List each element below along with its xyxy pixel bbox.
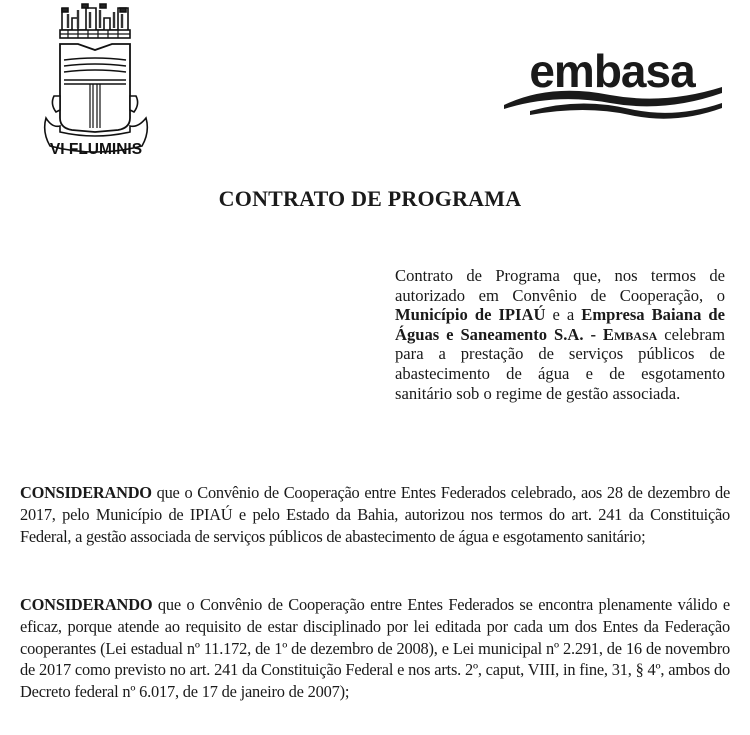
crown-icon xyxy=(60,4,130,38)
considerando-paragraph xyxy=(20,482,730,547)
paragraph-lead: CONSIDERANDO xyxy=(20,595,153,614)
abstract-text: Contrato de Programa que, nos termos de autorizado em Convênio de Cooperação, o xyxy=(395,266,725,305)
document-title: CONTRATO DE PROGRAMA xyxy=(218,186,522,211)
embasa-wordmark: embasa xyxy=(529,45,695,97)
logo-motto: VI FLUMINIS xyxy=(49,141,143,158)
shield-icon xyxy=(60,44,130,132)
embasa-logo xyxy=(500,45,725,125)
abstract-empresa: Empresa Baiana de Águas e Saneamento S.A. - xyxy=(395,305,725,344)
document-abstract xyxy=(395,266,725,403)
paragraph-text: que o Convênio de Cooperação entre Entes Federados celebrado, aos 28 de dezembro de 2017, pelo Município de IPIAÚ e pelo Estado da Bahia, autorizou nos termos do art. 241 da Constituição Federal, a gestão associada de serviços públicos de abastecimento de água e esgotamento sanitário; xyxy=(20,483,730,546)
considerando-paragraph xyxy=(20,594,730,703)
wave-icon xyxy=(530,103,722,119)
abstract-embasa: Embasa xyxy=(602,324,658,344)
abstract-text: e a xyxy=(545,305,582,325)
paragraph-lead: CONSIDERANDO xyxy=(20,483,152,502)
abstract-municipio: Município de IPIAÚ xyxy=(395,305,546,325)
abstract-text: celebram para a prestação de serviços públicos de abastecimento de água e de esgotamento sanitário sob o regime de gestão associada. xyxy=(395,324,726,403)
paragraph-text: que o Convênio de Cooperação entre Entes Federados se encontra plenamente válido e eficaz, porque atende ao requisito de estar disciplinado por lei editada por cada um dos Entes da Federação cooperantes (Lei estadual nº 11.172, de 1º de dezembro de 2008), e Lei municipal nº 2.291, de 16 de novembro de 2017 como previsto no art. 241 da Constituição Federal e nos arts. 2º, caput, VIII, in fine, 31, § 4º, ambos do Decreto federal nº 6.017, de 17 de janeiro de 2007); xyxy=(20,595,730,702)
coat-of-arms-logo xyxy=(20,0,175,165)
